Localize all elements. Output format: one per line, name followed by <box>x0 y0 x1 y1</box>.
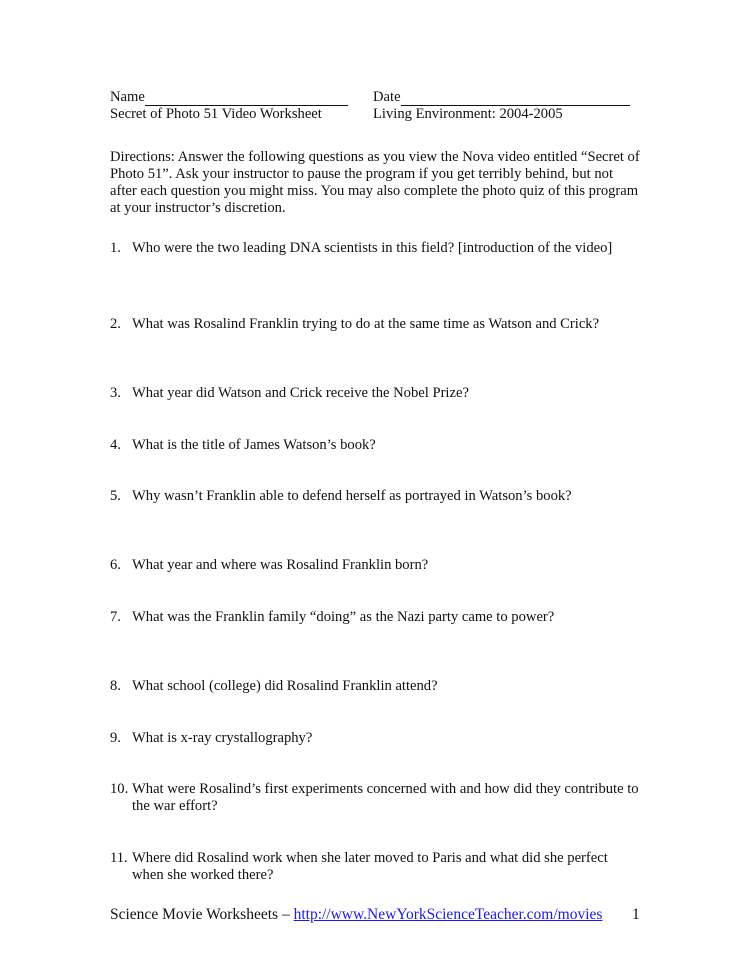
course-label: Living Environment: 2004-2005 <box>373 106 563 122</box>
name-label: Name <box>110 89 145 105</box>
question-text: What is the title of James Watson’s book? <box>132 437 376 453</box>
question-7 <box>110 609 640 626</box>
date-blank[interactable] <box>401 92 630 106</box>
question-number: 6. <box>110 557 121 573</box>
question-3 <box>110 385 640 402</box>
question-4 <box>110 437 640 454</box>
question-number: 7. <box>110 609 121 625</box>
date-label: Date <box>373 89 401 105</box>
question-10 <box>110 781 640 815</box>
question-number: 9. <box>110 730 121 746</box>
question-number: 4. <box>110 437 121 453</box>
question-6 <box>110 557 640 574</box>
question-text: Who were the two leading DNA scientists in this field? [introduction of the video] <box>132 240 613 256</box>
question-text: What school (college) did Rosalind Franklin attend? <box>132 678 438 694</box>
question-number: 10. <box>110 781 129 797</box>
directions: Directions: Answer the following questions as you view the Nova video entitled “Secret of Photo 51”. Ask your instructor to pause the program if you get terribly behind, but not after each question you might miss. You may also complete the photo quiz of this program at your instructor’s discretion. <box>110 149 640 216</box>
question-text: What year and where was Rosalind Franklin born? <box>132 557 429 573</box>
question-number: 2. <box>110 316 121 332</box>
date-field[interactable] <box>373 89 630 106</box>
question-number: 11. <box>110 850 128 866</box>
question-text: What is x-ray crystallography? <box>132 730 313 746</box>
footer <box>110 906 602 923</box>
question-text: What year did Watson and Crick receive the Nobel Prize? <box>132 385 469 401</box>
question-text: Where did Rosalind work when she later moved to Paris and what did she perfect when she worked there? <box>132 850 608 883</box>
page-number: 1 <box>632 906 640 923</box>
question-number: 3. <box>110 385 121 401</box>
question-text: What was Rosalind Franklin trying to do at the same time as Watson and Crick? <box>132 316 600 332</box>
question-text: Why wasn’t Franklin able to defend herself as portrayed in Watson’s book? <box>132 488 572 504</box>
question-text: What were Rosalind’s first experiments concerned with and how did they contribute to the war effort? <box>132 781 639 814</box>
question-number: 8. <box>110 678 121 694</box>
name-field[interactable] <box>110 89 348 106</box>
question-1 <box>110 240 640 257</box>
name-blank[interactable] <box>145 92 348 106</box>
question-9 <box>110 730 640 747</box>
question-number: 1. <box>110 240 121 256</box>
question-5 <box>110 488 640 505</box>
question-number: 5. <box>110 488 121 504</box>
question-2 <box>110 316 640 333</box>
question-11 <box>110 850 640 884</box>
question-text: What was the Franklin family “doing” as the Nazi party came to power? <box>132 609 555 625</box>
footer-link[interactable]: http://www.NewYorkScienceTeacher.com/movies <box>293 906 603 923</box>
question-8 <box>110 678 640 695</box>
footer-text: Science Movie Worksheets – <box>110 906 294 923</box>
worksheet-title: Secret of Photo 51 Video Worksheet <box>110 106 322 122</box>
